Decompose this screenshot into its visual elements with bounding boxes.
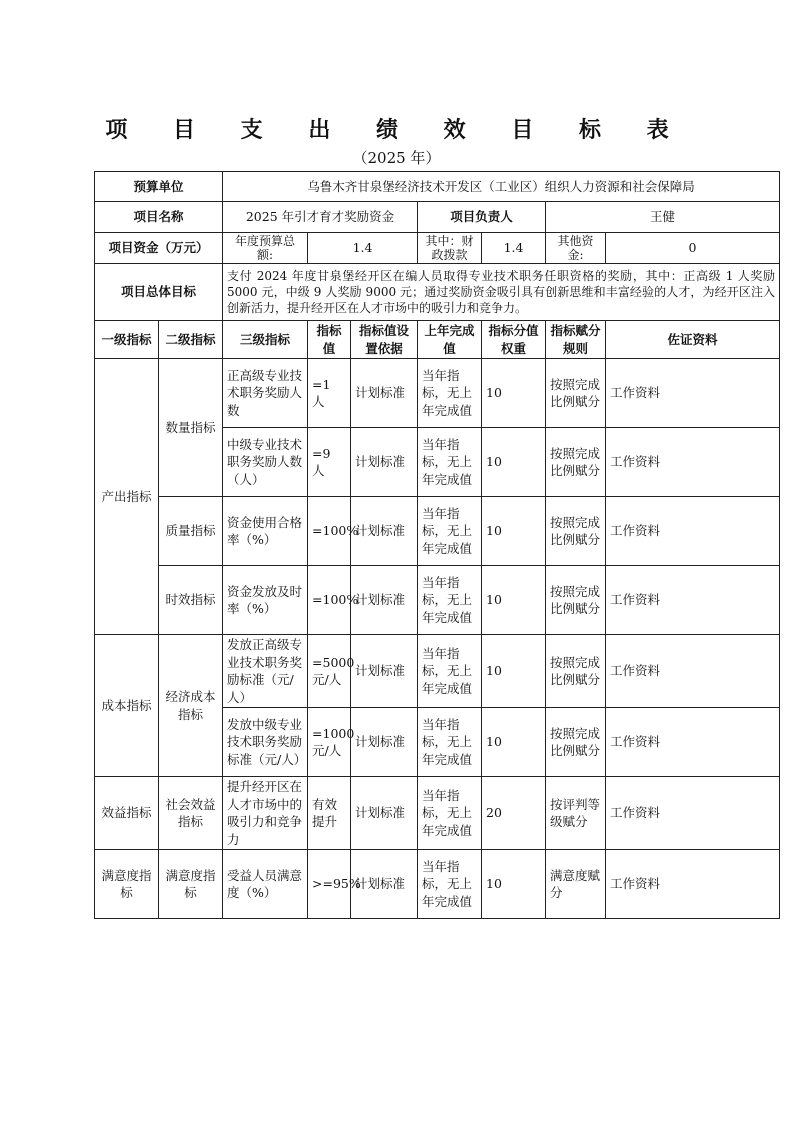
indicator-value: =9 人 xyxy=(308,428,351,497)
scoring-rule: 按照完成比例赋分 xyxy=(546,635,606,708)
scoring-rule: 按照完成比例赋分 xyxy=(546,428,606,497)
header-cell: 一级指标 xyxy=(95,321,159,359)
other-funds-label: 其他资金: xyxy=(546,233,606,264)
header-cell: 指标赋分规则 xyxy=(546,321,606,359)
level1-indicator: 满意度指标 xyxy=(95,850,159,919)
other-funds-value: 0 xyxy=(606,233,780,264)
project-name-label: 项目名称 xyxy=(95,202,223,233)
project-owner-label: 项目负责人 xyxy=(418,202,546,233)
header-row xyxy=(95,321,780,359)
evidence: 工作资料 xyxy=(606,359,780,428)
scoring-rule: 按照完成比例赋分 xyxy=(546,566,606,635)
scoring-rule: 按照完成比例赋分 xyxy=(546,359,606,428)
indicator-row xyxy=(95,777,780,850)
annual-budget-value: 1.4 xyxy=(308,233,418,264)
level2-indicator: 时效指标 xyxy=(159,566,223,635)
goal-row xyxy=(95,264,780,321)
indicator-weight: 10 xyxy=(482,359,546,428)
indicator-row xyxy=(95,497,780,566)
scoring-rule: 满意度赋分 xyxy=(546,850,606,919)
indicator-value: =1 人 xyxy=(308,359,351,428)
indicator-basis: 计划标准 xyxy=(351,359,418,428)
evidence: 工作资料 xyxy=(606,566,780,635)
unit-label: 预算单位 xyxy=(95,172,223,202)
scoring-rule: 按照完成比例赋分 xyxy=(546,708,606,777)
fund-row xyxy=(95,233,780,264)
last-year-value: 当年指标，无上年完成值 xyxy=(418,850,482,919)
annual-budget-label: 年度预算总额: xyxy=(223,233,308,264)
evidence: 工作资料 xyxy=(606,497,780,566)
scoring-rule: 按评判等级赋分 xyxy=(546,777,606,850)
indicator-weight: 10 xyxy=(482,850,546,919)
level3-indicator: 发放正高级专业技术职务奖励标准（元/人） xyxy=(223,635,308,708)
indicator-basis: 计划标准 xyxy=(351,428,418,497)
last-year-value: 当年指标，无上年完成值 xyxy=(418,708,482,777)
indicator-basis: 计划标准 xyxy=(351,850,418,919)
indicator-basis: 计划标准 xyxy=(351,777,418,850)
indicator-row xyxy=(95,635,780,708)
level3-indicator: 提升经开区在人才市场中的吸引力和竞争力 xyxy=(223,777,308,850)
indicator-value: >=95% xyxy=(308,850,351,919)
indicator-weight: 10 xyxy=(482,566,546,635)
indicator-weight: 10 xyxy=(482,428,546,497)
evidence: 工作资料 xyxy=(606,777,780,850)
page-title: 项 目 支 出 绩 效 目 标 表 xyxy=(105,117,688,143)
performance-table xyxy=(94,171,780,919)
level3-indicator: 资金使用合格率（%） xyxy=(223,497,308,566)
project-name-value: 2025 年引才育才奖励资金 xyxy=(223,202,418,233)
unit-row xyxy=(95,172,780,202)
indicator-weight: 10 xyxy=(482,497,546,566)
header-cell: 指标分值权重 xyxy=(482,321,546,359)
evidence: 工作资料 xyxy=(606,850,780,919)
level2-indicator: 满意度指标 xyxy=(159,850,223,919)
indicator-weight: 10 xyxy=(482,635,546,708)
level3-indicator: 中级专业技术职务奖励人数（人） xyxy=(223,428,308,497)
indicator-value: =100% xyxy=(308,497,351,566)
indicator-value: 有效提升 xyxy=(308,777,351,850)
header-cell: 指标值 xyxy=(308,321,351,359)
project-owner-value: 王健 xyxy=(546,202,780,233)
name-row xyxy=(95,202,780,233)
indicator-weight: 10 xyxy=(482,708,546,777)
level3-indicator: 正高级专业技术职务奖励人数 xyxy=(223,359,308,428)
level2-indicator: 质量指标 xyxy=(159,497,223,566)
fiscal-label: 其中：财政拨款 xyxy=(418,233,482,264)
indicator-value: =100% xyxy=(308,566,351,635)
fiscal-value: 1.4 xyxy=(482,233,546,264)
level2-indicator: 社会效益指标 xyxy=(159,777,223,850)
level2-indicator: 经济成本指标 xyxy=(159,635,223,777)
indicator-weight: 20 xyxy=(482,777,546,850)
level2-indicator: 数量指标 xyxy=(159,359,223,497)
indicator-row xyxy=(95,850,780,919)
header-cell: 二级指标 xyxy=(159,321,223,359)
indicator-row xyxy=(95,566,780,635)
level1-indicator: 效益指标 xyxy=(95,777,159,850)
indicator-row xyxy=(95,359,780,428)
indicator-basis: 计划标准 xyxy=(351,635,418,708)
unit-value: 乌鲁木齐甘泉堡经济技术开发区（工业区）组织人力资源和社会保障局 xyxy=(223,172,780,202)
header-cell: 佐证资料 xyxy=(606,321,780,359)
evidence: 工作资料 xyxy=(606,708,780,777)
indicator-basis: 计划标准 xyxy=(351,566,418,635)
scoring-rule: 按照完成比例赋分 xyxy=(546,497,606,566)
level1-indicator: 成本指标 xyxy=(95,635,159,777)
level3-indicator: 资金发放及时率（%） xyxy=(223,566,308,635)
evidence: 工作资料 xyxy=(606,428,780,497)
level1-indicator: 产出指标 xyxy=(95,359,159,635)
level3-indicator: 受益人员满意度（%） xyxy=(223,850,308,919)
last-year-value: 当年指标，无上年完成值 xyxy=(418,635,482,708)
indicator-basis: 计划标准 xyxy=(351,497,418,566)
goal-label: 项目总体目标 xyxy=(95,264,223,321)
year-subtitle: （2025 年） xyxy=(352,149,441,167)
evidence: 工作资料 xyxy=(606,635,780,708)
goal-value: 支付 2024 年度甘泉堡经开区在编人员取得专业技术职务任职资格的奖励，其中：正高级 1 人奖励 5000 元，中级 9 人奖励 9000 元；通过奖励资金吸引具有创新思维和丰富经验的人才，为经开区注入创新活力，提升经开区在人才市场中的吸引力和竞争力。 xyxy=(223,264,780,321)
last-year-value: 当年指标，无上年完成值 xyxy=(418,428,482,497)
level3-indicator: 发放中级专业技术职务奖励标准（元/人） xyxy=(223,708,308,777)
last-year-value: 当年指标，无上年完成值 xyxy=(418,359,482,428)
last-year-value: 当年指标，无上年完成值 xyxy=(418,497,482,566)
indicator-value: =5000 元/人 xyxy=(308,635,351,708)
last-year-value: 当年指标，无上年完成值 xyxy=(418,777,482,850)
header-cell: 三级指标 xyxy=(223,321,308,359)
last-year-value: 当年指标，无上年完成值 xyxy=(418,566,482,635)
indicator-basis: 计划标准 xyxy=(351,708,418,777)
header-cell: 上年完成值 xyxy=(418,321,482,359)
indicator-value: =1000 元/人 xyxy=(308,708,351,777)
header-cell: 指标值设置依据 xyxy=(351,321,418,359)
fund-label: 项目资金（万元） xyxy=(95,233,223,264)
